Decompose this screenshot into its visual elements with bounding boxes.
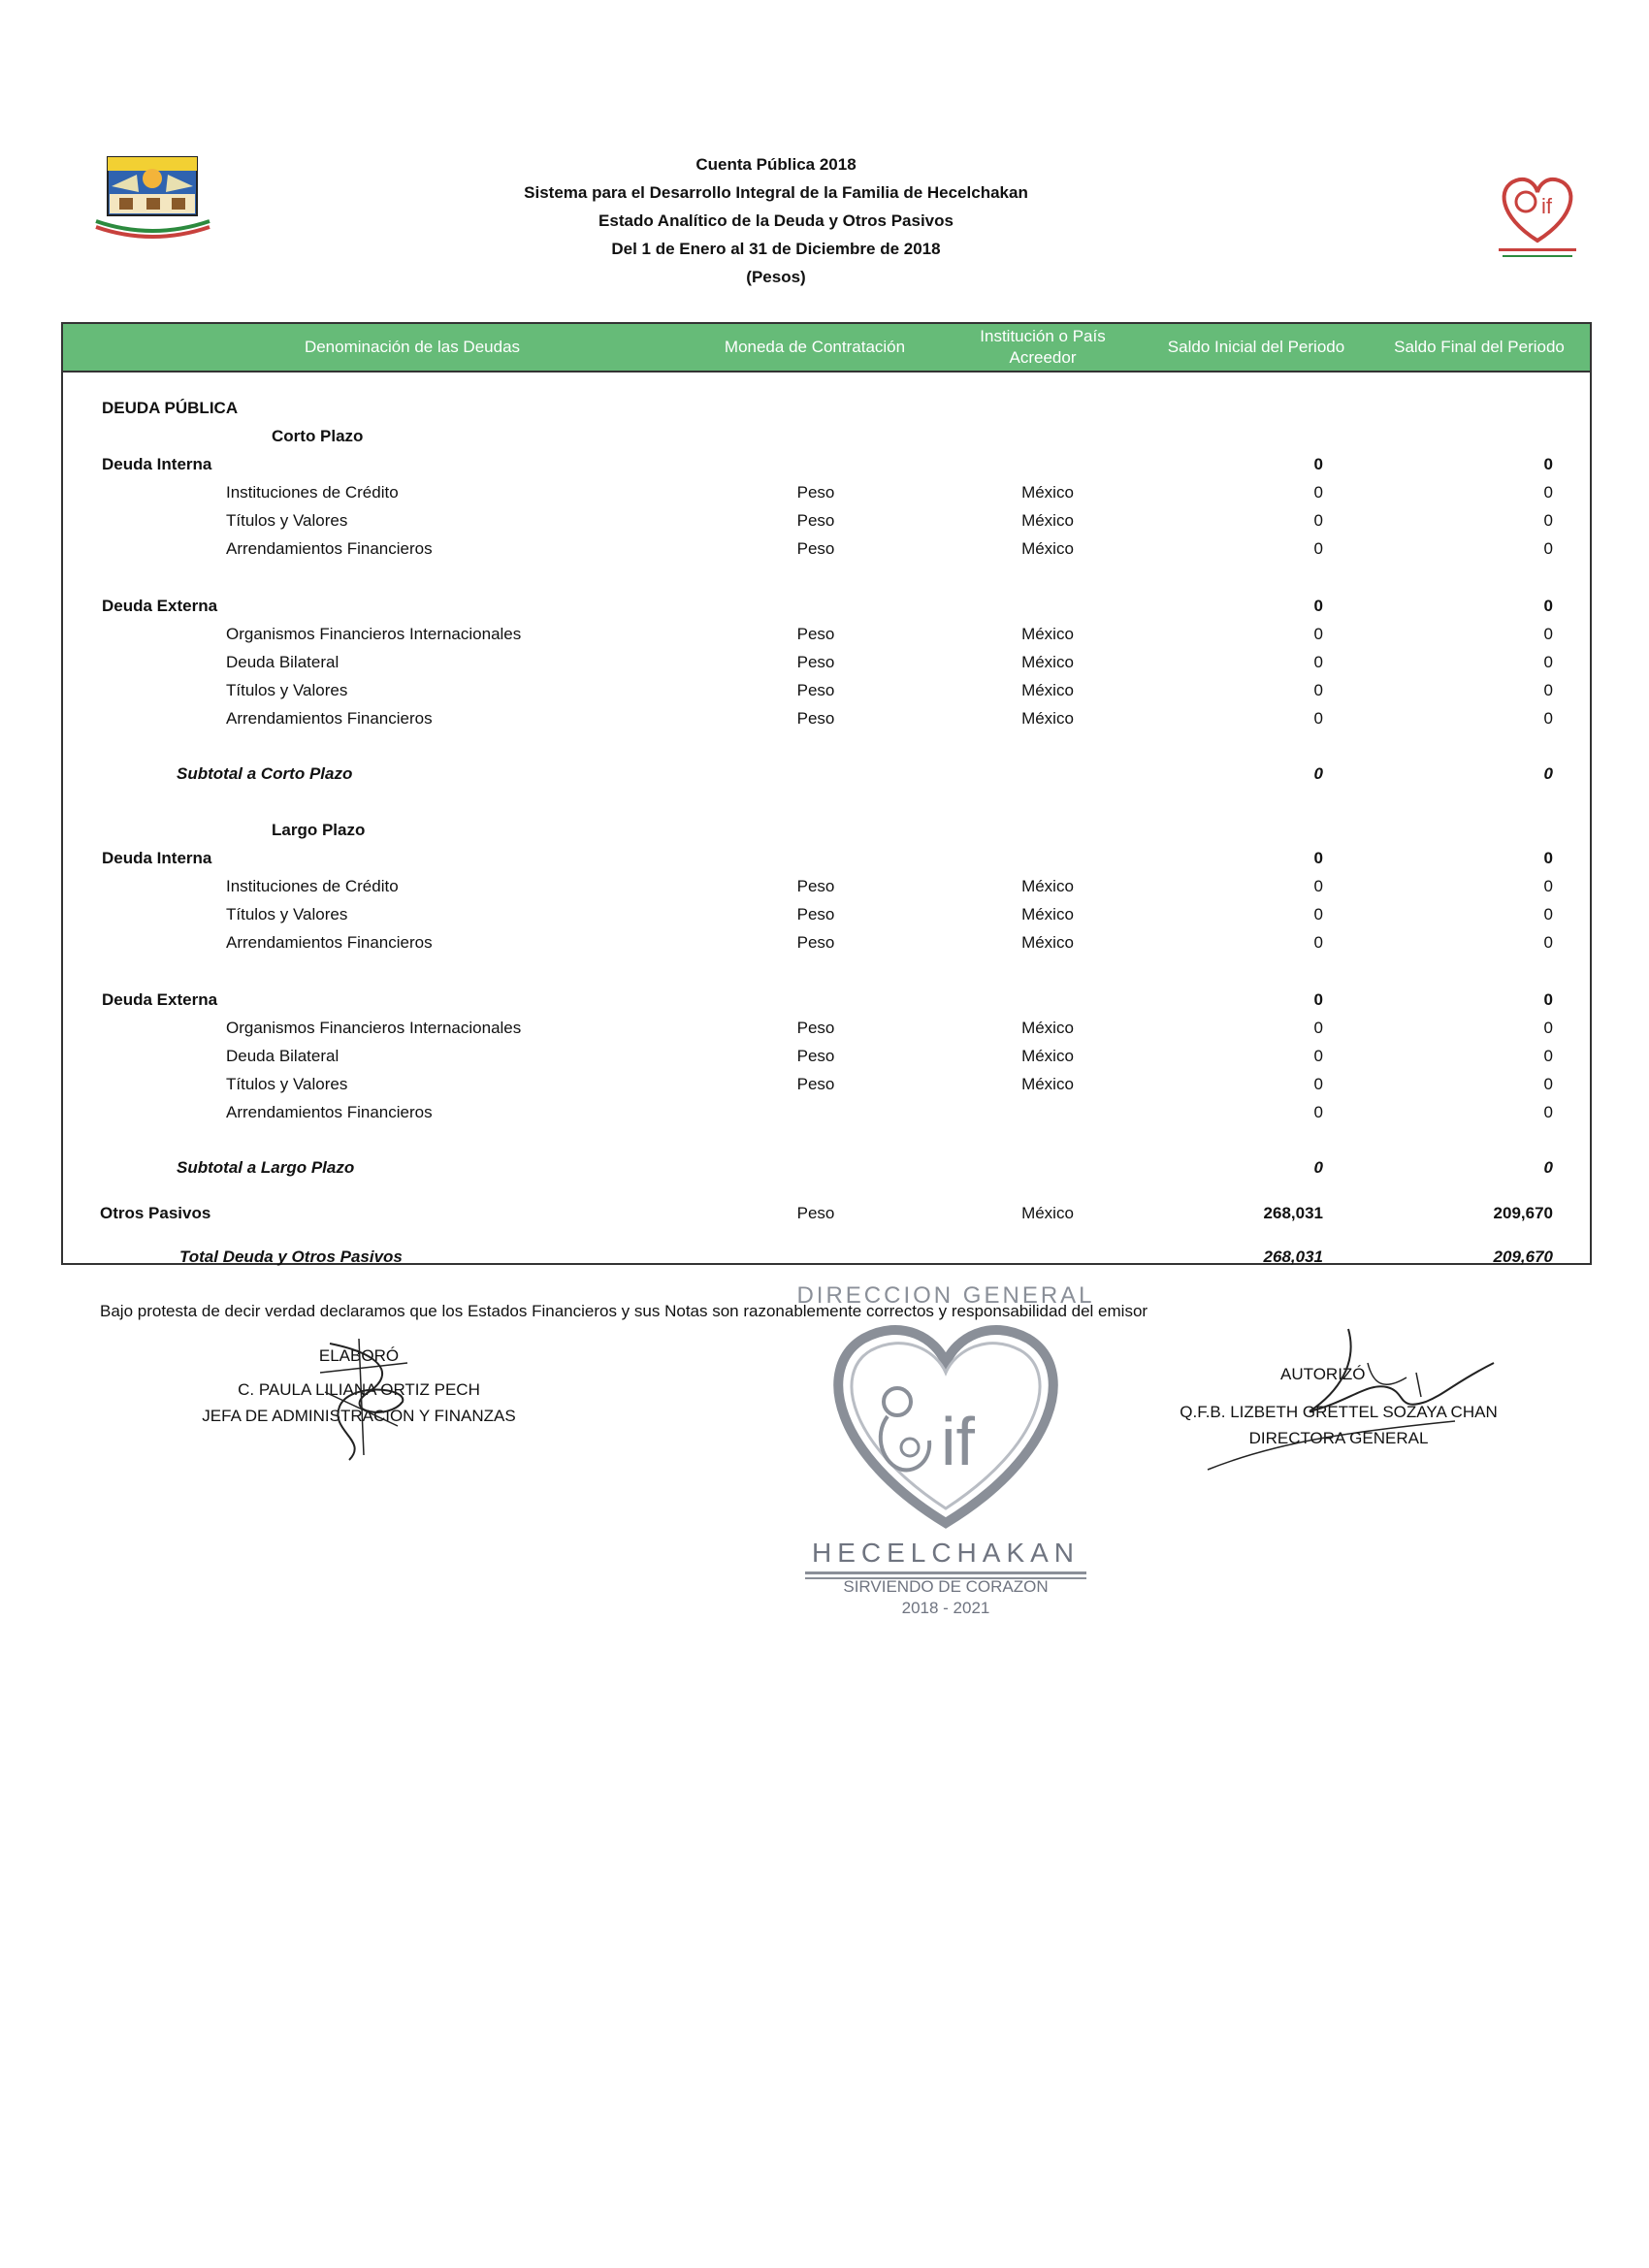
row-initial-balance: 0 xyxy=(1313,681,1323,699)
row-final-balance: 0 xyxy=(1543,1075,1553,1093)
row-initial-balance: 0 xyxy=(1313,1158,1323,1177)
row-initial-balance: 0 xyxy=(1313,539,1323,558)
row-creditor: México xyxy=(1021,483,1074,502)
col-saldo-final: Saldo Final del Periodo xyxy=(1394,338,1565,356)
row-label: Deuda Externa xyxy=(102,990,218,1009)
table-row xyxy=(63,395,1590,422)
row-currency: Peso xyxy=(796,1047,835,1065)
row-currency: Peso xyxy=(796,483,835,502)
row-label: Deuda Externa xyxy=(102,597,218,615)
svg-text:if: if xyxy=(1541,194,1552,218)
row-currency: Peso xyxy=(796,1075,835,1093)
row-label: DEUDA PÚBLICA xyxy=(102,399,239,417)
signature-title: DIRECTORA GENERAL xyxy=(1248,1429,1429,1447)
row-initial-balance: 0 xyxy=(1313,597,1323,615)
header-units: (Pesos) xyxy=(746,268,806,286)
table-row xyxy=(63,873,1590,900)
row-label: Arrendamientos Financieros xyxy=(226,933,433,952)
row-initial-balance: 0 xyxy=(1313,511,1323,530)
report-header xyxy=(388,150,1164,291)
header-account: Cuenta Pública 2018 xyxy=(695,155,857,174)
row-label: Títulos y Valores xyxy=(226,511,348,530)
header-statement: Estado Analítico de la Deuda y Otros Pasivos xyxy=(598,211,954,230)
signature-role: AUTORIZÓ xyxy=(1280,1365,1366,1383)
row-currency: Peso xyxy=(796,539,835,558)
row-currency: Peso xyxy=(796,681,835,699)
row-final-balance: 0 xyxy=(1543,539,1553,558)
row-initial-balance: 268,031 xyxy=(1263,1247,1323,1266)
row-currency: Peso xyxy=(796,709,835,728)
table-row xyxy=(63,535,1590,563)
row-label: Arrendamientos Financieros xyxy=(226,709,433,728)
header-entity: Sistema para el Desarrollo Integral de la Familia de Hecelchakan xyxy=(524,183,1028,202)
table-row xyxy=(63,1154,1590,1182)
row-final-balance: 0 xyxy=(1543,681,1553,699)
table-row xyxy=(63,761,1590,788)
row-creditor: México xyxy=(1021,1019,1074,1037)
row-final-balance: 209,670 xyxy=(1493,1204,1553,1222)
row-creditor: México xyxy=(1021,933,1074,952)
row-creditor: México xyxy=(1021,511,1074,530)
row-currency: Peso xyxy=(796,933,835,952)
col-institucion: Institución o País Acreedor xyxy=(980,327,1106,367)
row-final-balance: 0 xyxy=(1543,483,1553,502)
row-label: Deuda Bilateral xyxy=(226,1047,340,1065)
table-row xyxy=(63,451,1590,478)
row-initial-balance: 0 xyxy=(1313,933,1323,952)
row-final-balance: 0 xyxy=(1543,511,1553,530)
stamp-name: HECELCHAKAN xyxy=(811,1538,1081,1568)
row-creditor: México xyxy=(1021,681,1074,699)
col-denominacion: Denominación de las Deudas xyxy=(304,338,521,356)
row-initial-balance: 0 xyxy=(1313,709,1323,728)
row-creditor: México xyxy=(1021,877,1074,895)
row-label: Organismos Financieros Internacionales xyxy=(226,1019,522,1037)
row-final-balance: 0 xyxy=(1543,455,1553,473)
row-label: Largo Plazo xyxy=(272,821,366,839)
row-final-balance: 0 xyxy=(1543,1019,1553,1037)
row-currency: Peso xyxy=(796,1019,835,1037)
row-label: Instituciones de Crédito xyxy=(226,483,399,502)
row-initial-balance: 0 xyxy=(1313,905,1323,923)
row-creditor: México xyxy=(1021,1047,1074,1065)
row-label: Arrendamientos Financieros xyxy=(226,539,433,558)
row-initial-balance: 0 xyxy=(1313,764,1323,783)
row-label: Deuda Interna xyxy=(102,455,212,473)
stamp-title: DIRECCION GENERAL xyxy=(796,1282,1095,1309)
row-label: Total Deuda y Otros Pasivos xyxy=(179,1247,403,1266)
row-creditor: México xyxy=(1021,539,1074,558)
row-currency: Peso xyxy=(796,1204,835,1222)
table-row xyxy=(63,1099,1590,1126)
row-final-balance: 0 xyxy=(1543,764,1553,783)
row-final-balance: 0 xyxy=(1543,990,1553,1009)
dif-heart-logo xyxy=(1489,163,1586,265)
table-row xyxy=(63,677,1590,704)
row-final-balance: 0 xyxy=(1543,653,1553,671)
row-label: Organismos Financieros Internacionales xyxy=(226,625,522,643)
row-initial-balance: 268,031 xyxy=(1263,1204,1323,1222)
table-row xyxy=(63,929,1590,956)
stamp-years: 2018 - 2021 xyxy=(901,1599,990,1617)
row-initial-balance: 0 xyxy=(1313,877,1323,895)
row-currency: Peso xyxy=(796,877,835,895)
table-row xyxy=(63,1200,1590,1227)
row-initial-balance: 0 xyxy=(1313,1047,1323,1065)
row-currency: Peso xyxy=(796,905,835,923)
row-initial-balance: 0 xyxy=(1313,653,1323,671)
table-row xyxy=(63,987,1590,1014)
row-final-balance: 0 xyxy=(1543,1158,1553,1177)
row-label: Deuda Interna xyxy=(102,849,212,867)
row-label: Títulos y Valores xyxy=(226,1075,348,1093)
row-final-balance: 0 xyxy=(1543,625,1553,643)
row-label: Arrendamientos Financieros xyxy=(226,1103,433,1121)
table-row xyxy=(63,423,1590,450)
col-moneda: Moneda de Contratación xyxy=(724,338,906,356)
row-label: Subtotal a Largo Plazo xyxy=(177,1158,355,1177)
row-label: Deuda Bilateral xyxy=(226,653,340,671)
row-final-balance: 0 xyxy=(1543,1103,1553,1121)
row-final-balance: 0 xyxy=(1543,1047,1553,1065)
row-creditor: México xyxy=(1021,905,1074,923)
row-currency: Peso xyxy=(796,511,835,530)
table-row xyxy=(63,1015,1590,1042)
row-final-balance: 0 xyxy=(1543,933,1553,952)
handwritten-signature-left xyxy=(310,1334,417,1465)
row-creditor: México xyxy=(1021,1204,1074,1222)
row-currency: Peso xyxy=(796,653,835,671)
row-initial-balance: 0 xyxy=(1313,1103,1323,1121)
header-period: Del 1 de Enero al 31 de Diciembre de 2018 xyxy=(611,240,941,258)
table-row xyxy=(63,705,1590,732)
row-final-balance: 0 xyxy=(1543,905,1553,923)
table-row xyxy=(63,817,1590,844)
row-creditor: México xyxy=(1021,1075,1074,1093)
row-final-balance: 0 xyxy=(1543,709,1553,728)
table-row xyxy=(63,479,1590,506)
declaration-text: Bajo protesta de decir verdad declaramos que los Estados Financieros y sus Notas son razonablemente correctos y responsabilidad del emisor xyxy=(100,1302,1148,1320)
table-row xyxy=(63,593,1590,620)
table-row xyxy=(63,507,1590,535)
row-label: Instituciones de Crédito xyxy=(226,877,399,895)
coat-of-arms-logo xyxy=(92,153,213,241)
row-final-balance: 0 xyxy=(1543,597,1553,615)
signature-title: JEFA DE ADMINISTRACION Y FINANZAS xyxy=(202,1407,516,1425)
table-row xyxy=(63,901,1590,928)
row-label: Corto Plazo xyxy=(272,427,364,445)
table-row xyxy=(63,845,1590,872)
table-row xyxy=(63,1043,1590,1070)
row-creditor: México xyxy=(1021,625,1074,643)
row-initial-balance: 0 xyxy=(1313,625,1323,643)
row-initial-balance: 0 xyxy=(1313,1019,1323,1037)
row-initial-balance: 0 xyxy=(1313,455,1323,473)
row-label: Títulos y Valores xyxy=(226,905,348,923)
row-creditor: México xyxy=(1021,709,1074,728)
handwritten-signature-right xyxy=(1203,1324,1513,1479)
row-initial-balance: 0 xyxy=(1313,990,1323,1009)
table-row xyxy=(63,621,1590,648)
row-label: Otros Pasivos xyxy=(100,1204,211,1222)
table-row xyxy=(63,649,1590,676)
row-final-balance: 0 xyxy=(1543,877,1553,895)
row-currency: Peso xyxy=(796,625,835,643)
row-final-balance: 0 xyxy=(1543,849,1553,867)
stamp-slogan: SIRVIENDO DE CORAZON xyxy=(843,1577,1049,1596)
row-final-balance: 209,670 xyxy=(1493,1247,1553,1266)
row-label: Subtotal a Corto Plazo xyxy=(177,764,353,783)
signature-name: C. PAULA LILIANA ORTIZ PECH xyxy=(238,1380,480,1399)
row-initial-balance: 0 xyxy=(1313,849,1323,867)
signature-name: Q.F.B. LIZBETH GRETTEL SOZAYA CHAN xyxy=(1180,1403,1498,1421)
table-header xyxy=(63,324,1590,373)
table-row xyxy=(63,1244,1590,1271)
row-creditor: México xyxy=(1021,653,1074,671)
row-initial-balance: 0 xyxy=(1313,1075,1323,1093)
row-label: Títulos y Valores xyxy=(226,681,348,699)
debt-table xyxy=(61,322,1592,1265)
table-row xyxy=(63,1071,1590,1098)
signature-role: ELABORÓ xyxy=(318,1346,400,1365)
svg-text:if: if xyxy=(941,1404,975,1479)
row-initial-balance: 0 xyxy=(1313,483,1323,502)
col-saldo-inicial: Saldo Inicial del Periodo xyxy=(1167,338,1345,356)
